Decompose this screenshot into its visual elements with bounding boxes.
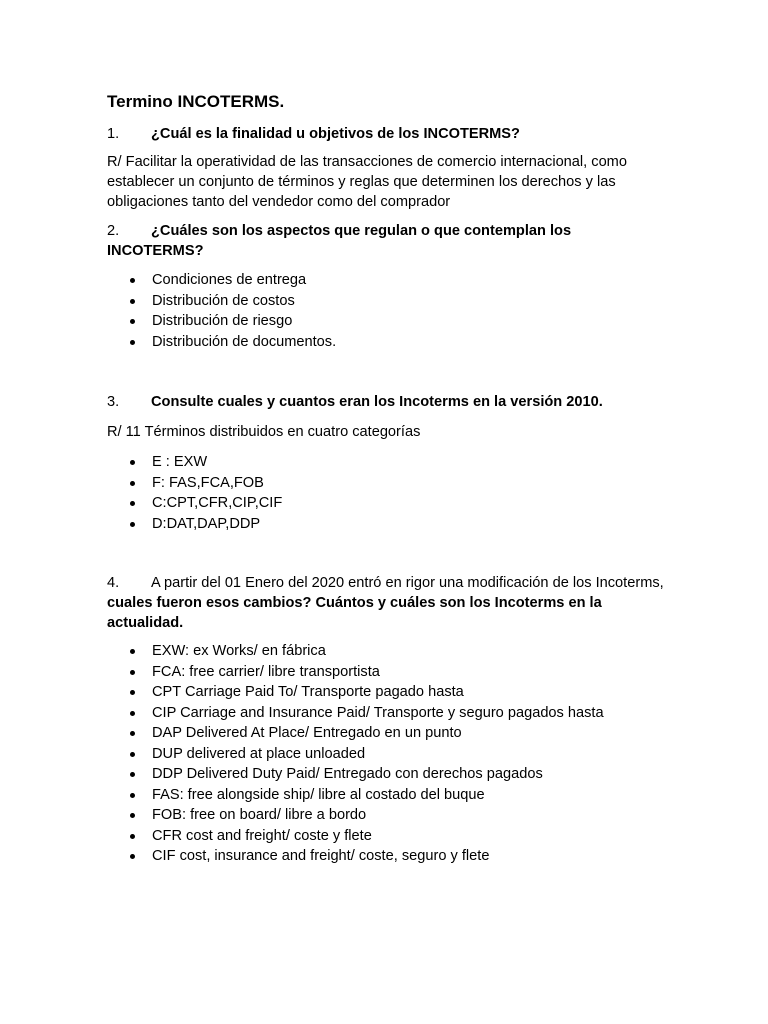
list-item: Distribución de documentos. (107, 332, 336, 353)
question-4 (107, 573, 667, 633)
answer-3: R/ 11 Términos distribuidos en cuatro categorías (107, 424, 421, 440)
question-number: 3. (107, 394, 120, 410)
question-text: ¿Cuáles son los aspectos que regulan o que contemplan los INCOTERMS? (107, 223, 572, 259)
answer-1: R/ Facilitar la operatividad de las transacciones de comercio internacional, como establecer un conjunto de términos y reglas que determinen los derechos y las obligaciones tanto del vendedor como del comprador (107, 154, 627, 210)
list-item: DDP Delivered Duty Paid/ Entregado con derechos pagados (107, 764, 604, 785)
question-number: 1. (107, 126, 120, 142)
list-item: EXW: ex Works/ en fábrica (107, 641, 604, 662)
aspects-list (107, 270, 336, 352)
list-item: DUP delivered at place unloaded (107, 744, 604, 765)
question-number: 4. (107, 575, 120, 591)
list-item: E : EXW (107, 452, 282, 473)
list-item: FCA: free carrier/ libre transportista (107, 662, 604, 683)
list-item: DAP Delivered At Place/ Entregado en un punto (107, 723, 604, 744)
list-item: CPT Carriage Paid To/ Transporte pagado hasta (107, 682, 604, 703)
incoterms-2020-list (107, 641, 604, 867)
incoterms-2010-list (107, 452, 282, 534)
list-item: CIP Carriage and Insurance Paid/ Transporte y seguro pagados hasta (107, 703, 604, 724)
list-item: CFR cost and freight/ coste y flete (107, 826, 604, 847)
question-1 (107, 124, 667, 144)
list-item: C:CPT,CFR,CIP,CIF (107, 493, 282, 514)
question-3 (107, 392, 667, 412)
list-item: Condiciones de entrega (107, 270, 336, 291)
list-item: F: FAS,FCA,FOB (107, 473, 282, 494)
question-text: ¿Cuál es la finalidad u objetivos de los INCOTERMS? (151, 126, 520, 142)
question-text: Consulte cuales y cuantos eran los Incoterms en la versión 2010. (151, 394, 603, 410)
list-item: D:DAT,DAP,DDP (107, 514, 282, 535)
list-item: FOB: free on board/ libre a bordo (107, 805, 604, 826)
question-intro: A partir del 01 Enero del 2020 entró en rigor una modificación de los Incoterms, (151, 575, 664, 591)
list-item: Distribución de costos (107, 291, 336, 312)
document-title: Termino INCOTERMS. (107, 92, 285, 111)
list-item: FAS: free alongside ship/ libre al costado del buque (107, 785, 604, 806)
list-item: Distribución de riesgo (107, 311, 336, 332)
question-number: 2. (107, 223, 120, 239)
question-text: cuales fueron esos cambios? Cuántos y cuáles son los Incoterms en la actualidad. (107, 595, 602, 631)
question-2 (107, 221, 667, 261)
list-item: CIF cost, insurance and freight/ coste, seguro y flete (107, 846, 604, 867)
